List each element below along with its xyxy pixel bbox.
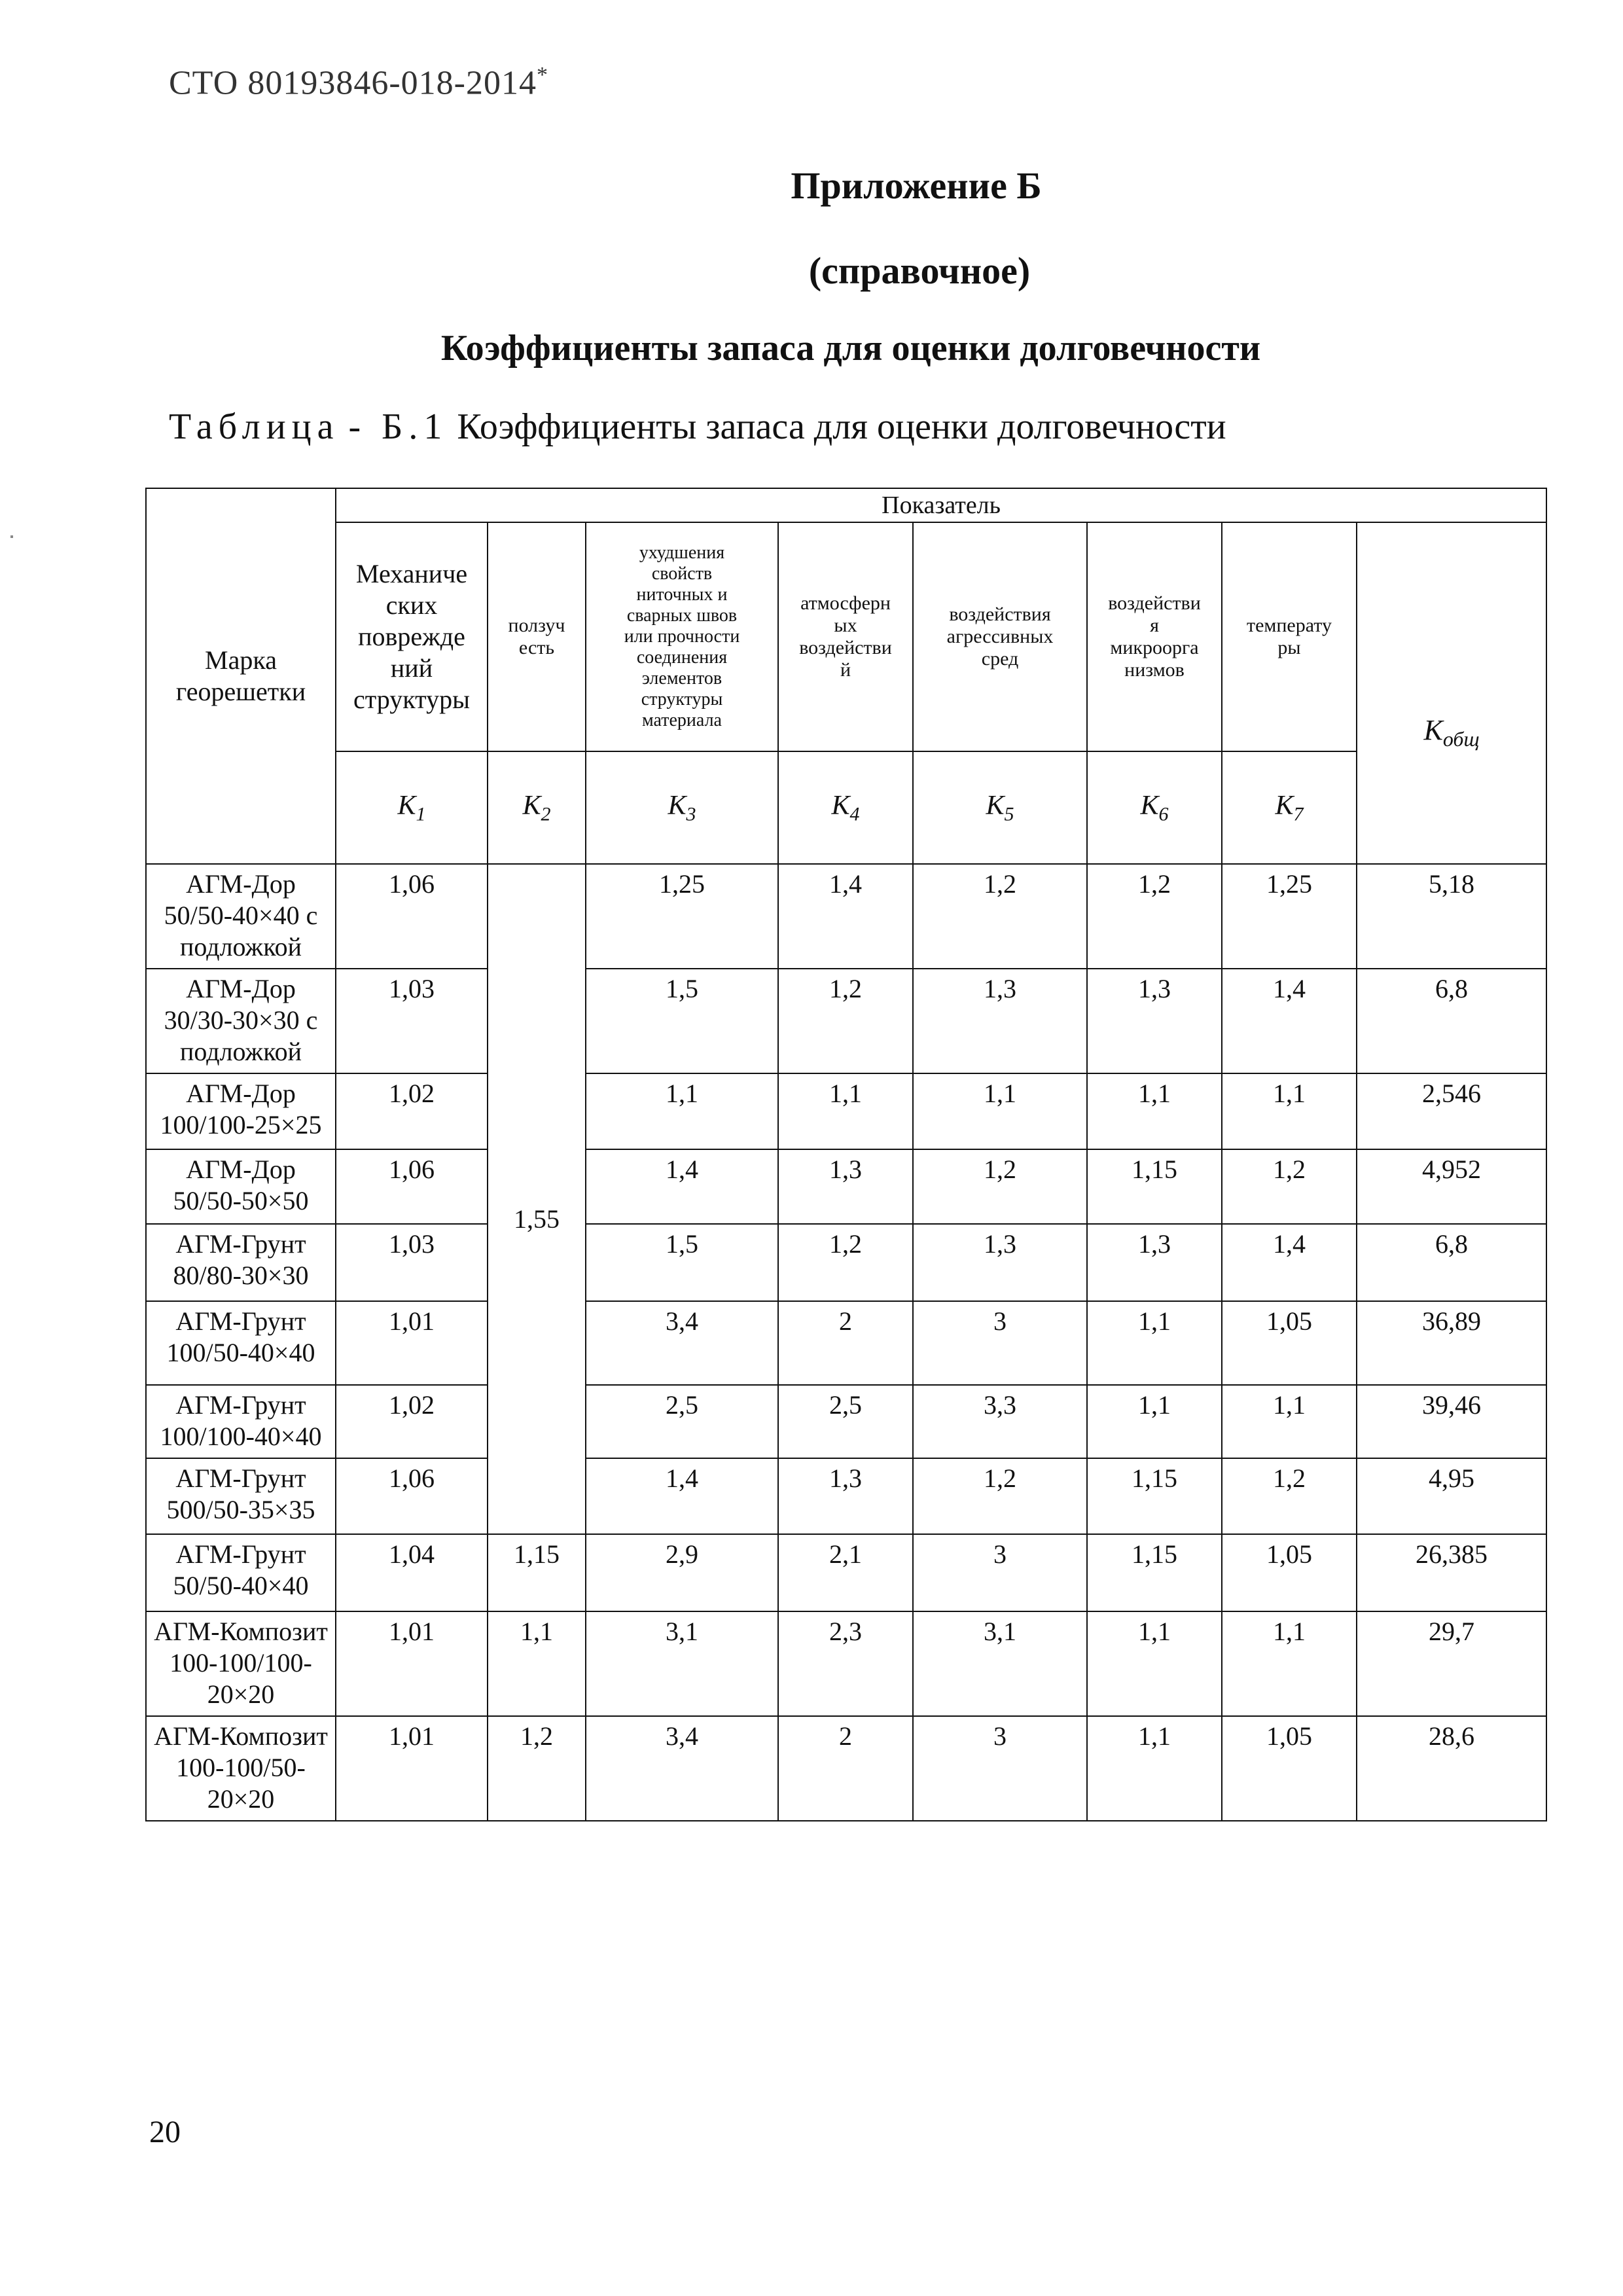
brand-name-line: 50/50-50×50: [173, 1186, 309, 1215]
cell-k4: 2,5: [778, 1385, 913, 1458]
brand-name-line: 500/50-35×35: [166, 1495, 315, 1524]
k-symbol-cell-2: [488, 751, 586, 864]
cell-k1: 1,06: [336, 1458, 488, 1534]
cell-k1: 1,04: [336, 1534, 488, 1611]
col-header-line: свойств: [651, 564, 713, 584]
cell-total: 2,546: [1357, 1073, 1546, 1149]
col-header-line: элементов: [641, 668, 722, 689]
brand-name-line: АГМ-Грунт: [175, 1539, 306, 1569]
k-subscript: 6: [1158, 803, 1169, 825]
cell-k7: 1,2: [1222, 1149, 1357, 1224]
brand-name-line: 100/100-25×25: [160, 1110, 322, 1139]
col-header-line: ых: [834, 615, 857, 636]
col-header-k3: [586, 522, 778, 751]
brand-name-line: подложкой: [179, 1037, 302, 1066]
k-subscript: 2: [541, 803, 551, 825]
table-row: [146, 1716, 1546, 1821]
appendix-type: (справочное): [808, 249, 1031, 292]
col-header-line: сред: [981, 648, 1019, 670]
brand-name-line: АГМ-Дор: [186, 974, 296, 1003]
k-subscript: 4: [849, 803, 860, 825]
cell-k4: 2,3: [778, 1611, 913, 1716]
cell-k7: 1,2: [1222, 1458, 1357, 1534]
k-symbol-cell-7: [1222, 751, 1357, 864]
cell-k6: 1,1: [1087, 1385, 1222, 1458]
col-header-line: я: [1150, 615, 1159, 636]
row-brand-name: [146, 1534, 336, 1611]
header-row-names: [146, 522, 1546, 751]
cell-k6: 1,15: [1087, 1149, 1222, 1224]
col-header-line: ских: [385, 590, 438, 620]
k-symbol-cell-5: [913, 751, 1087, 864]
cell-k2-shared: 1,55: [488, 864, 586, 1534]
table-row: [146, 969, 1546, 1073]
k-subscript: общ: [1442, 726, 1480, 751]
cell-k4: 1,3: [778, 1149, 913, 1224]
section-title: Коэффициенты запаса для оценки долговечности: [440, 328, 1261, 368]
cell-k5: 1,3: [913, 969, 1087, 1073]
table-row: [146, 1224, 1546, 1301]
cell-k7: 1,05: [1222, 1301, 1357, 1385]
cell-k4: 1,4: [778, 864, 913, 969]
cell-k4: 2: [778, 1716, 913, 1821]
table-caption: [169, 406, 1226, 448]
col-header-line: структуры: [641, 689, 723, 709]
col-header-line: воздействия: [949, 603, 1051, 625]
cell-total: 4,95: [1357, 1458, 1546, 1534]
cell-k4: 2: [778, 1301, 913, 1385]
cell-total: 6,8: [1357, 969, 1546, 1073]
cell-k6: 1,1: [1087, 1611, 1222, 1716]
col-header-line: атмосферн: [800, 592, 891, 614]
col-header-line: есть: [518, 637, 555, 658]
header-row-group: [146, 488, 1546, 522]
cell-k5: 3,3: [913, 1385, 1087, 1458]
cell-k1: 1,06: [336, 1149, 488, 1224]
cell-k3: 2,5: [586, 1385, 778, 1458]
cell-k3: 3,4: [586, 1301, 778, 1385]
cell-k3: 1,4: [586, 1149, 778, 1224]
cell-k1: 1,01: [336, 1611, 488, 1716]
document-code: СТО 80193846-018-2014*: [169, 63, 548, 102]
brand-name-line: АГМ-Грунт: [175, 1463, 306, 1493]
brand-name-line: 50/50-40×40: [173, 1571, 309, 1600]
row-brand-name: [146, 969, 336, 1073]
row-brand-name: [146, 1458, 336, 1534]
coefficients-table: [145, 488, 1547, 1821]
k-symbol: K: [397, 790, 416, 821]
col-header-line: температу: [1246, 615, 1332, 636]
brand-name-line: подложкой: [179, 932, 302, 961]
cell-k6: 1,1: [1087, 1073, 1222, 1149]
brand-name-line: АГМ-Композит: [154, 1721, 328, 1751]
brand-name-line: 100-100/100-: [169, 1648, 312, 1677]
k-symbol: K: [522, 790, 541, 821]
row-brand-name: [146, 1073, 336, 1149]
k-symbol: K: [668, 790, 687, 821]
col-header-brand: Марка георешетки: [146, 488, 336, 864]
brand-name-line: 20×20: [207, 1679, 275, 1709]
cell-k5: 3: [913, 1534, 1087, 1611]
cell-k3: 3,4: [586, 1716, 778, 1821]
caption-text: Коэффициенты запаса для оценки долговечности: [457, 406, 1226, 447]
col-header-line: соединения: [636, 647, 728, 668]
table-row: [146, 1301, 1546, 1385]
cell-k5: 1,2: [913, 1458, 1087, 1534]
row-brand-name: [146, 1716, 336, 1821]
cell-k6: 1,1: [1087, 1301, 1222, 1385]
cell-k6: 1,3: [1087, 969, 1222, 1073]
col-header-line: ниточных и: [636, 584, 728, 605]
cell-k7: 1,05: [1222, 1716, 1357, 1821]
cell-k7: 1,1: [1222, 1073, 1357, 1149]
cell-k1: 1,02: [336, 1073, 488, 1149]
cell-k5: 3,1: [913, 1611, 1087, 1716]
col-header-line: микроорга: [1110, 637, 1199, 658]
col-header-line: ний: [390, 653, 433, 683]
col-header-line: ры: [1277, 637, 1301, 658]
col-header-line: Механиче: [355, 559, 468, 588]
cell-total: 28,6: [1357, 1716, 1546, 1821]
cell-k1: 1,03: [336, 969, 488, 1073]
brand-name-line: 50/50-40×40 с: [164, 901, 318, 930]
col-header-line: ухудшения: [639, 543, 725, 563]
col-header-line: поврежде: [358, 622, 465, 651]
col-header-k2: [488, 522, 586, 751]
cell-k7: 1,1: [1222, 1385, 1357, 1458]
col-header-line: воздействи: [799, 637, 892, 658]
cell-k6: 1,15: [1087, 1534, 1222, 1611]
table-row: [146, 864, 1546, 969]
cell-k1: 1,03: [336, 1224, 488, 1301]
table-row: [146, 1149, 1546, 1224]
cell-k5: 1,2: [913, 1149, 1087, 1224]
k-symbol: K: [1275, 790, 1294, 821]
cell-total: 26,385: [1357, 1534, 1546, 1611]
col-header-k6: [1087, 522, 1222, 751]
col-header-total: [1357, 522, 1546, 864]
col-header-group: Показатель: [336, 488, 1546, 522]
cell-k1: 1,01: [336, 1301, 488, 1385]
cell-total: 4,952: [1357, 1149, 1546, 1224]
row-brand-name: [146, 1611, 336, 1716]
cell-k3: 1,25: [586, 864, 778, 969]
table-row: [146, 1073, 1546, 1149]
cell-k4: 1,1: [778, 1073, 913, 1149]
cell-k7: 1,05: [1222, 1534, 1357, 1611]
brand-name-line: АГМ-Дор: [186, 1079, 296, 1108]
col-header-line: структуры: [353, 685, 470, 714]
cell-k7: 1,1: [1222, 1611, 1357, 1716]
table-row: [146, 1534, 1546, 1611]
k-subscript: 7: [1293, 803, 1304, 825]
k-subscript: 1: [416, 803, 426, 825]
col-header-line: или прочности: [624, 626, 740, 647]
cell-k3: 1,5: [586, 1224, 778, 1301]
cell-k7: 1,4: [1222, 969, 1357, 1073]
brand-name-line: 100/50-40×40: [166, 1338, 315, 1367]
header-row-symbols: [146, 751, 1546, 864]
caption-label: Таблица: [169, 406, 340, 447]
k-symbol-cell-4: [778, 751, 913, 864]
k-symbol: K: [1423, 714, 1443, 747]
margin-dot: [10, 535, 13, 538]
brand-name-line: АГМ-Грунт: [175, 1229, 306, 1259]
table-row: [146, 1385, 1546, 1458]
row-brand-name: [146, 1224, 336, 1301]
cell-k6: 1,1: [1087, 1716, 1222, 1821]
cell-k5: 1,2: [913, 864, 1087, 969]
col-header-line: воздействи: [1108, 592, 1201, 614]
cell-k1: 1,06: [336, 864, 488, 969]
cell-k6: 1,15: [1087, 1458, 1222, 1534]
cell-k2: 1,1: [488, 1611, 586, 1716]
brand-name-line: АГМ-Композит: [154, 1617, 328, 1646]
k-symbol-cell-1: [336, 751, 488, 864]
row-brand-name: [146, 1301, 336, 1385]
k-subscript: 5: [1004, 803, 1014, 825]
row-brand-name: [146, 1385, 336, 1458]
col-header-k5: [913, 522, 1087, 751]
k-symbol: K: [1140, 790, 1159, 821]
cell-k7: 1,25: [1222, 864, 1357, 969]
brand-name-line: 30/30-30×30 с: [164, 1005, 318, 1035]
brand-name-line: 100/100-40×40: [160, 1422, 322, 1451]
table-row: [146, 1458, 1546, 1534]
brand-name-line: АГМ-Дор: [186, 1155, 296, 1184]
cell-k5: 3: [913, 1716, 1087, 1821]
cell-k4: 2,1: [778, 1534, 913, 1611]
cell-k1: 1,01: [336, 1716, 488, 1821]
k-symbol-cell-3: [586, 751, 778, 864]
cell-k3: 3,1: [586, 1611, 778, 1716]
cell-k1: 1,02: [336, 1385, 488, 1458]
cell-k2: 1,15: [488, 1534, 586, 1611]
cell-k6: 1,3: [1087, 1224, 1222, 1301]
cell-k6: 1,2: [1087, 864, 1222, 969]
cell-k3: 1,4: [586, 1458, 778, 1534]
k-subscript: 3: [686, 803, 696, 825]
brand-name-line: АГМ-Грунт: [175, 1390, 306, 1420]
k-symbol: K: [986, 790, 1005, 821]
brand-name-line: 80/80-30×30: [173, 1261, 309, 1290]
col-header-k7: [1222, 522, 1357, 751]
table-row: [146, 1611, 1546, 1716]
caption-number: - Б.1: [348, 406, 448, 447]
cell-total: 39,46: [1357, 1385, 1546, 1458]
cell-k3: 1,1: [586, 1073, 778, 1149]
col-header-line: материала: [642, 710, 722, 730]
cell-k3: 2,9: [586, 1534, 778, 1611]
k-symbol: K: [831, 790, 850, 821]
col-header-k1: [336, 522, 488, 751]
brand-name-line: АГМ-Дор: [186, 869, 296, 899]
cell-total: 29,7: [1357, 1611, 1546, 1716]
cell-k4: 1,2: [778, 969, 913, 1073]
cell-k5: 1,3: [913, 1224, 1087, 1301]
cell-k3: 1,5: [586, 969, 778, 1073]
cell-total: 6,8: [1357, 1224, 1546, 1301]
col-header-k4: [778, 522, 913, 751]
col-header-line: ползуч: [508, 615, 565, 636]
cell-total: 36,89: [1357, 1301, 1546, 1385]
row-brand-name: [146, 1149, 336, 1224]
cell-k5: 3: [913, 1301, 1087, 1385]
brand-name-line: 100-100/50-: [176, 1753, 306, 1782]
cell-k4: 1,2: [778, 1224, 913, 1301]
col-header-line: агрессивных: [946, 626, 1054, 647]
cell-k2: 1,2: [488, 1716, 586, 1821]
brand-name-line: АГМ-Грунт: [175, 1306, 306, 1336]
col-header-line: сварных швов: [626, 605, 738, 626]
col-header-line: й: [840, 659, 851, 681]
col-header-line: низмов: [1124, 659, 1185, 681]
cell-k4: 1,3: [778, 1458, 913, 1534]
k-symbol-cell-6: [1087, 751, 1222, 864]
brand-name-line: 20×20: [207, 1784, 275, 1814]
appendix-title: Приложение Б: [791, 164, 1042, 207]
document-code-mark: *: [536, 63, 548, 87]
cell-k7: 1,4: [1222, 1224, 1357, 1301]
cell-total: 5,18: [1357, 864, 1546, 969]
cell-k5: 1,1: [913, 1073, 1087, 1149]
page-number: 20: [149, 2115, 181, 2149]
row-brand-name: [146, 864, 336, 969]
